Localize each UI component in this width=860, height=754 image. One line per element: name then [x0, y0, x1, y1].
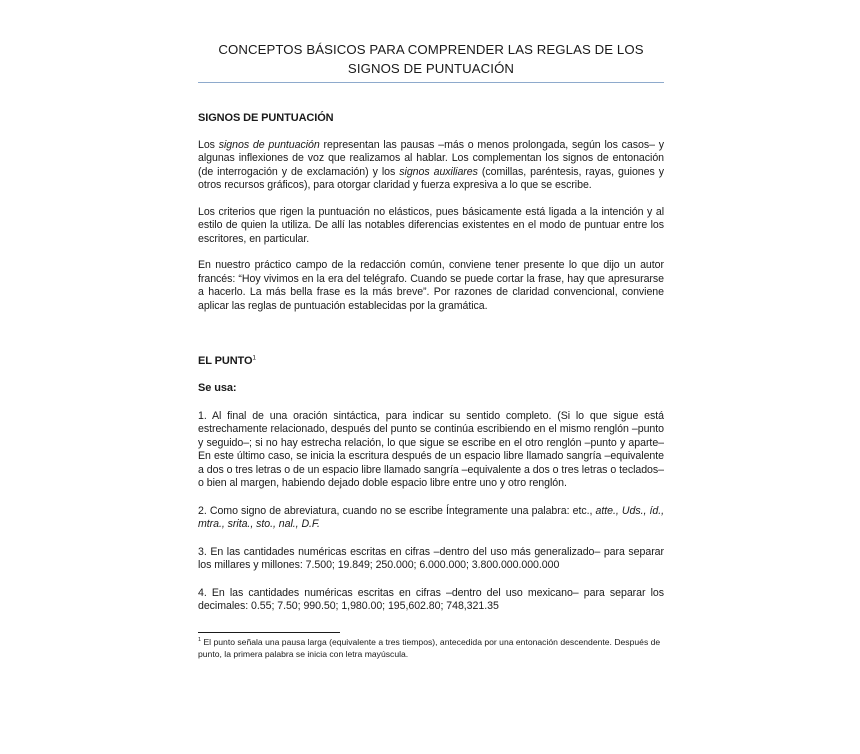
- title-underline: [198, 82, 664, 83]
- p1-text-c: representan las pausas –más o menos prolongada, según los casos– y algunas inflexiones de voz que realizamos al hablar. Los complementan los signos de entonación (de interrogación y de exclamación) y los: [198, 139, 664, 178]
- el-punto-heading-text: EL PUNTO: [198, 354, 253, 367]
- footnote: [198, 636, 664, 660]
- p1-italic-b: signos de puntuación: [218, 139, 320, 151]
- title-line-2: SIGNOS DE PUNTUACIÓN: [347, 61, 515, 76]
- list-item-4: 4. En las cantidades numéricas escritas en cifras –dentro del uso mexicano– para separar los decimales: 0.55; 7.50; 990.50; 1,980.00; 195,602.80; 748,321.35: [198, 586, 664, 612]
- list-item-2: [198, 505, 664, 532]
- footnote-text: El punto señala una pausa larga (equivalente a tres tiempos), antecedida por una entonación descendente. Después de punto, la primera palabra se inicia con letra mayúscula.: [198, 637, 661, 660]
- paragraph-3: En nuestro práctico campo de la redacción común, conviene tener presente lo que dijo un autor francés: “Hoy vivimos en la era del telégrafo. Cuando se puede cortar la frase, hay que apresurarse a hacerlo. La más bella frase es la más breve”. Por razones de claridad convencional, conviene aplicar las reglas de puntuación establecidas por la gramática.: [198, 259, 664, 312]
- section-heading-el-punto: [198, 354, 664, 368]
- title-line-1: CONCEPTOS BÁSICOS PARA COMPRENDER LAS REGLAS DE LOS: [218, 42, 644, 57]
- section-heading-signos: SIGNOS DE PUNTUACIÓN: [198, 112, 334, 124]
- p1-italic-d: signos auxiliares: [399, 165, 478, 178]
- list-item-1: 1. Al final de una oración sintáctica, para indicar su sentido completo. (Si lo que sigue está estrechamente relacionado, después del punto se continúa escribiendo en el mismo renglón –punto y seguido–; si no hay estrecha relación, lo que sigue se escribe en el otro renglón –punto y aparte– En este último caso, se inicia la escritura después de un espacio libre llamado sangría –equivalente a dos o tres letras o de un espacio libre llamado sangría –equivalente a dos o tres letras o teclados– o bien al margen, habiendo dejado doble espacio libre entre uno y otro renglón.: [198, 409, 664, 490]
- paragraph-2: Los criterios que rigen la puntuación no elásticos, pues básicamente está ligada a la intención y al estilo de quien la utiliza. De allí las notables diferencias existentes en el modo de puntuar entre los escritores, en particular.: [198, 205, 664, 245]
- footnote-marker: 1: [198, 637, 202, 644]
- item2-italic-b: atte., Uds., íd., mtra., srita., sto., nal., D.F.: [198, 504, 664, 531]
- list-item-3: 3. En las cantidades numéricas escritas en cifras –dentro del uso más generalizado– para separar los millares y millones: 7.500; 19.849; 250.000; 6.000.000; 3.800.000.000.000: [198, 545, 664, 572]
- footnote-separator: [198, 632, 340, 633]
- subheading-se-usa: Se usa:: [198, 381, 237, 394]
- p1-text-e: (comillas, paréntesis, rayas, guiones y otros recursos gráficos), para otorgar claridad y fuerza expresiva a lo que se escribe.: [198, 165, 665, 192]
- document-page: [198, 40, 664, 660]
- paragraph-1: [198, 139, 664, 193]
- footnote-reference: 1: [252, 354, 256, 362]
- document-title: [198, 40, 664, 78]
- item2-text-a: 2. Como signo de abreviatura, cuando no se escribe Íntegramente una palabra: etc.,: [198, 504, 596, 517]
- p1-text-a: Los: [198, 139, 219, 151]
